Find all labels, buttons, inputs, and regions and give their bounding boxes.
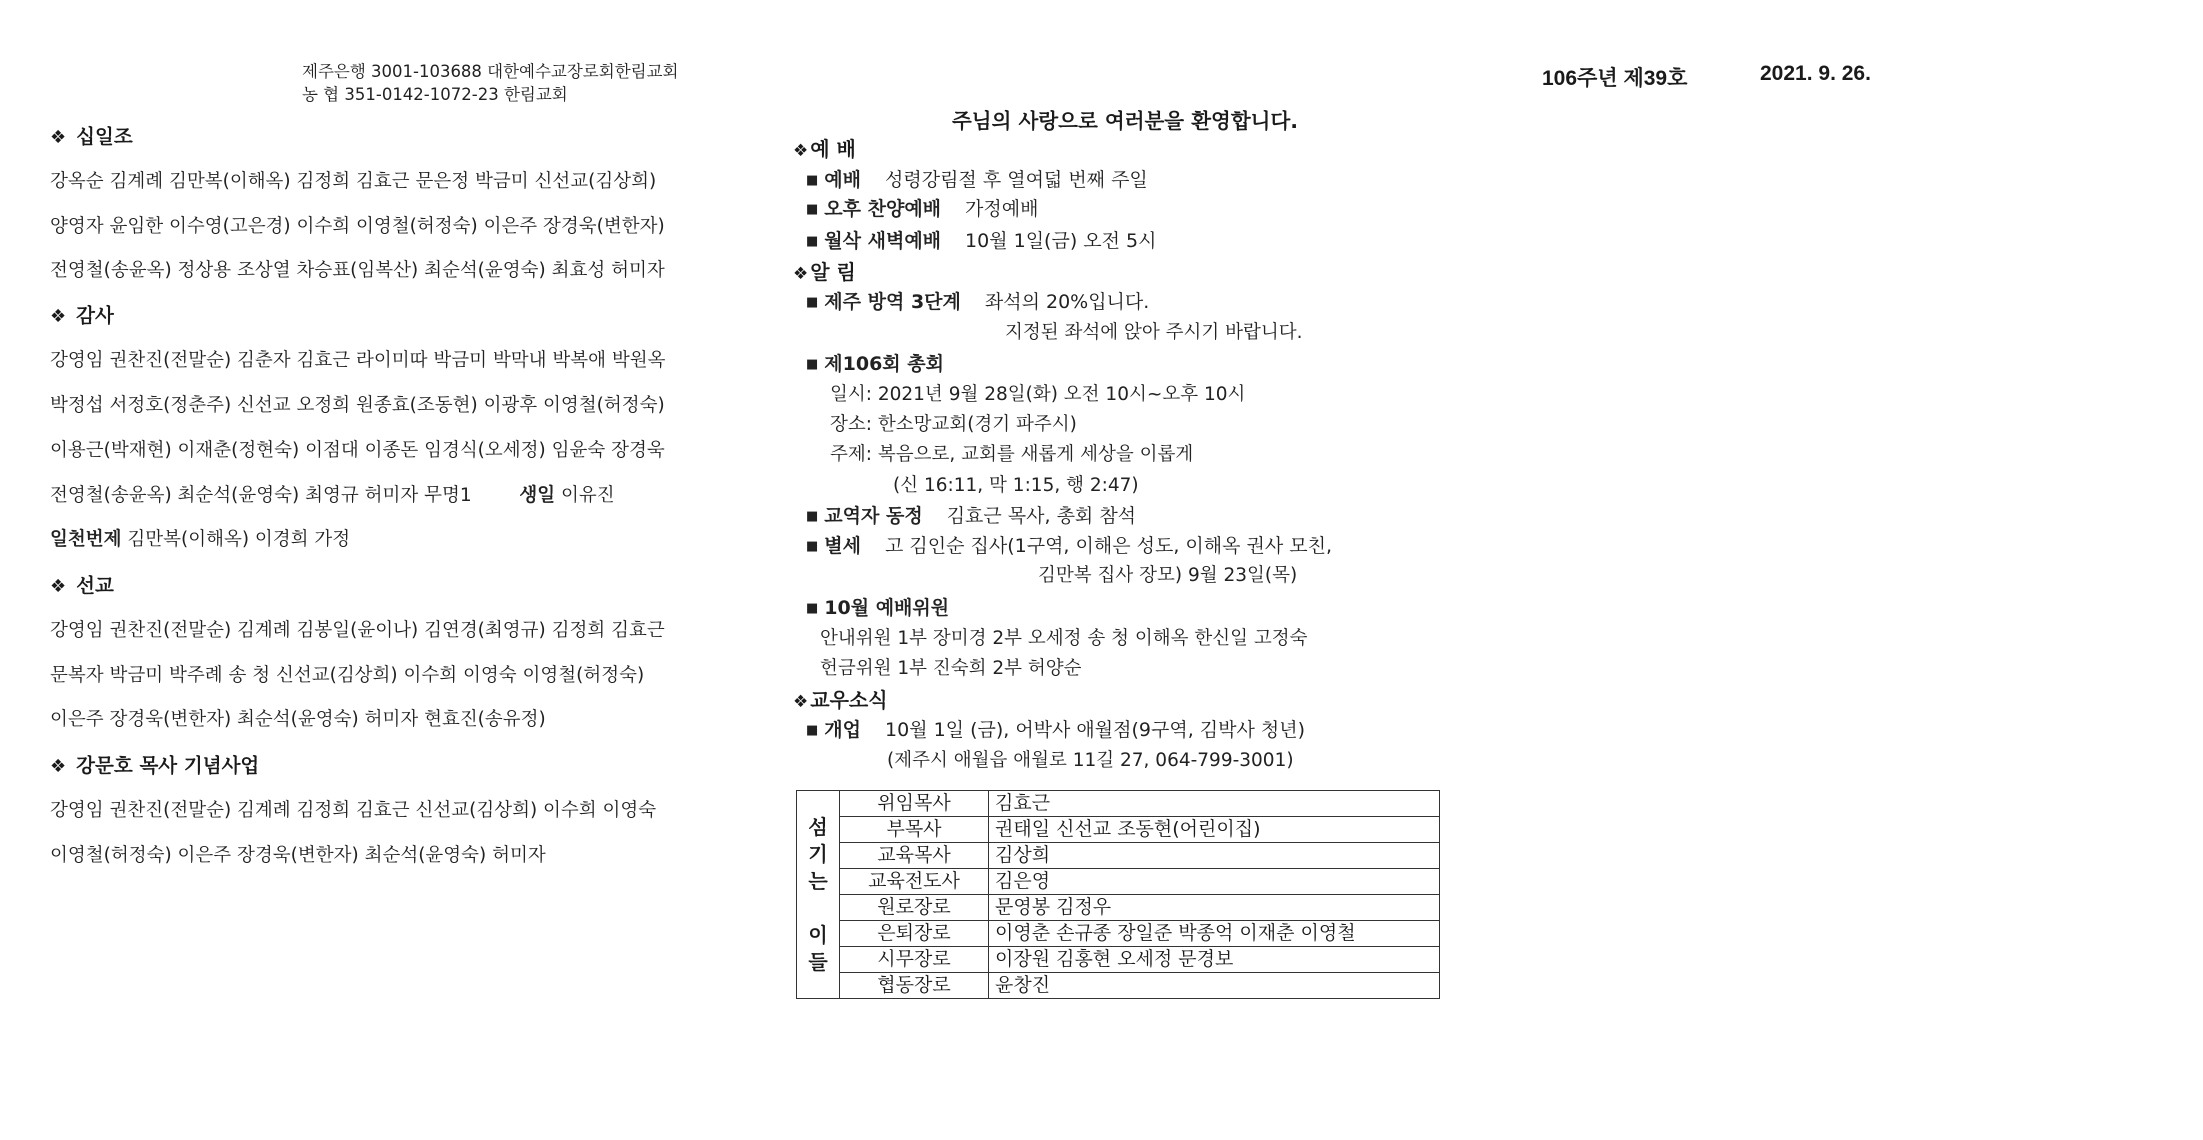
notice-label: 별세 <box>824 535 862 557</box>
notice-text: 김만복 집사 장모) 9월 23일(목) <box>1038 565 1298 586</box>
diamond-bullet-icon: ❖ <box>793 141 809 161</box>
square-bullet-icon: ■ <box>806 723 819 738</box>
section-heading-mission <box>50 570 114 598</box>
notice-committee <box>806 593 973 620</box>
worship-item-label: 오후 찬양예배 <box>824 198 942 220</box>
staff-names: 문영봉 김정우 <box>989 895 1440 921</box>
thanks-line: 강영임 권찬진(전말순) 김춘자 김효근 라이미따 박금미 박막내 박복애 박원옥 <box>50 350 666 371</box>
section-title: 십일조 <box>76 125 133 148</box>
square-bullet-icon: ■ <box>806 202 819 217</box>
notice-label: 제주 방역 3단계 <box>824 291 961 313</box>
section-title: 교우소식 <box>810 688 888 712</box>
notice-text: 지정된 좌석에 앉아 주시기 바랍니다. <box>1005 322 1303 343</box>
diamond-bullet-icon: ❖ <box>793 264 809 284</box>
worship-item-text: 10월 1일(금) 오전 5시 <box>965 230 1157 252</box>
opening-address: (제주시 애월읍 애월로 11길 27, 064-799-3001) <box>887 750 1294 771</box>
staff-role: 원로장로 <box>840 895 989 921</box>
worship-item-label: 예배 <box>824 169 862 191</box>
table-row <box>797 895 1440 921</box>
issue-date: 2021. 9. 26. <box>1760 62 1871 85</box>
tithe-line: 전영철(송윤옥) 정상용 조상열 차승표(임복산) 최순석(윤영숙) 최효성 허미자 <box>50 260 665 281</box>
worship-item-label: 월삭 새벽예배 <box>824 230 942 252</box>
table-row <box>797 973 1440 999</box>
thanks-line: 박정섭 서정호(정춘주) 신선교 오정희 원종효(조동현) 이광후 이영철(허정숙) <box>50 395 665 416</box>
birthday-names: 이유진 <box>561 485 615 506</box>
notice-text: 고 김인순 집사(1구역, 이해은 성도, 이해옥 권사 모친, <box>885 535 1332 557</box>
bank-account-jeju: 제주은행 3001-103688 대한예수교장로회한림교회 <box>302 62 679 81</box>
welcome-heading: 주님의 사랑으로 여러분을 환영합니다. <box>952 109 1299 133</box>
staff-role: 위임목사 <box>840 791 989 817</box>
staff-role: 시무장로 <box>840 947 989 973</box>
notice-label: 교역자 동정 <box>824 505 923 527</box>
notice-pastor <box>806 501 1136 528</box>
diamond-bullet-icon: ❖ <box>50 576 67 597</box>
mission-line: 이은주 장경욱(변한자) 최순석(윤영숙) 허미자 현효진(송유정) <box>50 709 546 730</box>
table-row <box>797 947 1440 973</box>
square-bullet-icon: ■ <box>806 295 819 310</box>
notice-death <box>806 531 1332 558</box>
notice-assembly <box>806 349 968 376</box>
staff-names: 윤창진 <box>989 973 1440 999</box>
tithe-line: 강옥순 김계례 김만복(이해옥) 김정희 김효근 문은정 박금미 신선교(김상희) <box>50 171 657 192</box>
notice-label: 10월 예배위원 <box>824 597 950 619</box>
worship-item-text: 성령강림절 후 열여덟 번째 주일 <box>885 169 1148 191</box>
worship-item <box>806 194 1038 221</box>
thousand-offering-names: 김만복(이해옥) 이경희 가정 <box>127 529 351 550</box>
assembly-theme: 주제: 복음으로, 교회를 새롭게 세상을 이롭게 <box>830 444 1194 465</box>
square-bullet-icon: ■ <box>806 234 819 249</box>
thanks-line: 이용근(박재현) 이재춘(정현숙) 이점대 이종돈 임경식(오세정) 임윤숙 장경욱 <box>50 440 665 461</box>
staff-names: 김은영 <box>989 869 1440 895</box>
memorial-line: 이영철(허정숙) 이은주 장경욱(변한자) 최순석(윤영숙) 허미자 <box>50 845 546 866</box>
committee-ushers: 안내위원 1부 장미경 2부 오세정 송 청 이해옥 한신일 고정숙 <box>820 628 1308 649</box>
staff-group-label: 섬 기 는 이 들 <box>797 791 840 999</box>
staff-role: 부목사 <box>840 817 989 843</box>
section-title: 알 림 <box>810 260 856 284</box>
table-row <box>797 817 1440 843</box>
square-bullet-icon: ■ <box>806 601 819 616</box>
bank-account-nonghyup: 농 협 351-0142-1072-23 한림교회 <box>302 85 568 104</box>
worship-item <box>806 226 1156 253</box>
staff-names: 권태일 신선교 조동현(어린이집) <box>989 817 1440 843</box>
staff-role: 협동장로 <box>840 973 989 999</box>
diamond-bullet-icon: ❖ <box>50 127 67 148</box>
section-heading-notices <box>793 256 856 285</box>
section-heading-memorial <box>50 750 259 778</box>
notice-label: 제106회 총회 <box>824 353 944 375</box>
table-row <box>797 921 1440 947</box>
section-heading-worship <box>793 133 856 162</box>
worship-item-text: 가정예배 <box>965 198 1039 220</box>
section-heading-members <box>793 684 888 713</box>
square-bullet-icon: ■ <box>806 509 819 524</box>
section-heading-thanks <box>50 300 114 328</box>
table-row <box>797 869 1440 895</box>
square-bullet-icon: ■ <box>806 357 819 372</box>
staff-role: 은퇴장로 <box>840 921 989 947</box>
assembly-verse: (신 16:11, 막 1:15, 행 2:47) <box>893 475 1139 496</box>
issue-number: 106주년 제39호 <box>1542 67 1688 90</box>
staff-names: 이영춘 손규종 장일준 박종억 이재춘 이영철 <box>989 921 1440 947</box>
thousand-offering-label: 일천번제 <box>50 529 122 550</box>
section-title: 선교 <box>76 574 114 597</box>
assembly-place: 장소: 한소망교회(경기 파주시) <box>830 414 1077 435</box>
section-title: 예 배 <box>810 137 856 161</box>
table-row <box>797 843 1440 869</box>
section-title: 강문호 목사 기념사업 <box>76 754 260 777</box>
mission-line: 문복자 박금미 박주례 송 청 신선교(김상희) 이수희 이영숙 이영철(허정숙) <box>50 665 645 686</box>
worship-item <box>806 165 1148 192</box>
mission-line: 강영임 권찬진(전말순) 김계례 김봉일(윤이나) 김연경(최영규) 김정희 김효근 <box>50 620 665 641</box>
section-heading-tithe <box>50 121 133 149</box>
section-title: 감사 <box>76 304 114 327</box>
square-bullet-icon: ■ <box>806 173 819 188</box>
thanks-line-text: 전영철(송윤옥) 최순석(윤영숙) 최영규 허미자 무명1 <box>50 485 472 506</box>
staff-role: 교육전도사 <box>840 869 989 895</box>
tithe-line: 양영자 윤임한 이수영(고은경) 이수희 이영철(허정숙) 이은주 장경욱(변한자) <box>50 216 665 237</box>
staff-names: 이장원 김홍현 오세정 문경보 <box>989 947 1440 973</box>
notice-text: 김효근 목사, 총회 참석 <box>946 505 1137 527</box>
table-row <box>797 791 1440 817</box>
diamond-bullet-icon: ❖ <box>793 692 809 712</box>
staff-table <box>796 790 1440 999</box>
notice-label: 개업 <box>824 719 862 741</box>
notice-quarantine <box>806 287 1149 314</box>
thanks-line <box>50 481 615 507</box>
diamond-bullet-icon: ❖ <box>50 306 67 327</box>
staff-role: 교육목사 <box>840 843 989 869</box>
assembly-date: 일시: 2021년 9월 28일(화) 오전 10시~오후 10시 <box>830 384 1246 405</box>
birthday-label: 생일 <box>519 485 556 506</box>
memorial-line: 강영임 권찬진(전말순) 김계례 김정희 김효근 신선교(김상희) 이수희 이영숙 <box>50 800 657 821</box>
square-bullet-icon: ■ <box>806 539 819 554</box>
diamond-bullet-icon: ❖ <box>50 756 67 777</box>
thousand-offering-line <box>50 525 350 551</box>
member-news-opening <box>806 715 1305 742</box>
staff-names: 김효근 <box>989 791 1440 817</box>
notice-text: 좌석의 20%입니다. <box>984 291 1150 313</box>
notice-text: 10월 1일 (금), 어박사 애월점(9구역, 김박사 청년) <box>885 719 1306 741</box>
committee-offering: 헌금위원 1부 진숙희 2부 허양순 <box>820 658 1082 679</box>
staff-names: 김상희 <box>989 843 1440 869</box>
